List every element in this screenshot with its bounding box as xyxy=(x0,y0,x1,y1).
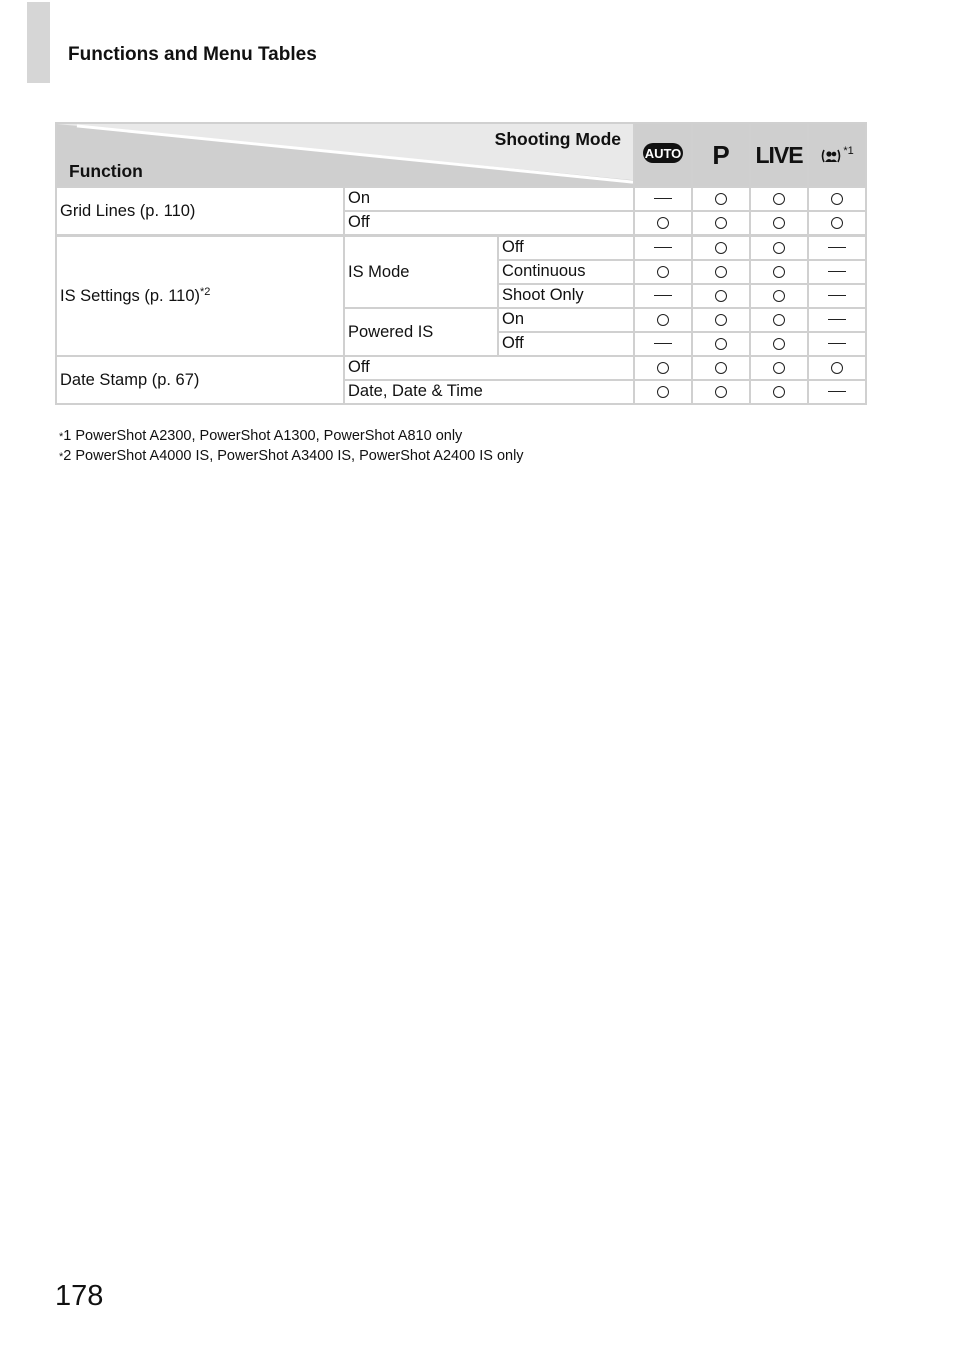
availability-cell xyxy=(634,284,692,308)
table-header-row xyxy=(56,123,866,187)
portrait-mode-icon xyxy=(820,148,842,164)
availability-cell xyxy=(692,380,750,404)
availability-cell xyxy=(692,211,750,236)
availability-cell xyxy=(634,187,692,211)
auto-mode-icon xyxy=(642,142,684,164)
group-date-stamp xyxy=(56,356,344,404)
footnote-mark: * xyxy=(59,431,64,443)
availability-cell xyxy=(808,308,866,332)
availability-cell xyxy=(808,380,866,404)
option-label: Off xyxy=(498,236,634,261)
available-circle-icon xyxy=(715,338,727,350)
available-circle-icon xyxy=(773,242,785,254)
unavailable-dash-icon xyxy=(654,247,672,248)
auto-mode-label: AUTO xyxy=(644,145,682,161)
shooting-mode-heading: Shooting Mode xyxy=(494,129,622,149)
footnote-mark: * xyxy=(59,451,64,463)
unavailable-dash-icon xyxy=(654,198,672,199)
availability-cell xyxy=(808,187,866,211)
available-circle-icon xyxy=(657,266,669,278)
availability-cell xyxy=(692,308,750,332)
availability-cell xyxy=(808,260,866,284)
mode-header-program xyxy=(692,123,750,187)
available-circle-icon xyxy=(715,266,727,278)
available-circle-icon xyxy=(773,217,785,229)
available-circle-icon xyxy=(773,314,785,326)
available-circle-icon xyxy=(715,314,727,326)
availability-cell xyxy=(808,332,866,356)
unavailable-dash-icon xyxy=(828,391,846,392)
unavailable-dash-icon xyxy=(828,343,846,344)
availability-cell xyxy=(692,332,750,356)
availability-cell xyxy=(692,187,750,211)
unavailable-dash-icon xyxy=(828,271,846,272)
mode-header-auto xyxy=(634,123,692,187)
available-circle-icon xyxy=(657,314,669,326)
available-circle-icon xyxy=(773,362,785,374)
availability-cell xyxy=(750,356,808,380)
available-circle-icon xyxy=(715,242,727,254)
availability-cell xyxy=(692,260,750,284)
group-label: IS Settings (p. 110) xyxy=(60,287,201,305)
available-circle-icon xyxy=(773,266,785,278)
program-mode-icon: P xyxy=(712,139,730,170)
option-label: Date, Date & Time xyxy=(344,380,634,404)
unavailable-dash-icon xyxy=(654,343,672,344)
availability-cell xyxy=(692,236,750,261)
availability-cell xyxy=(634,236,692,261)
available-circle-icon xyxy=(831,217,843,229)
group-label: Grid Lines (p. 110) xyxy=(60,201,196,220)
footnote-text: 2 PowerShot A4000 IS, PowerShot A3400 IS, PowerShot A2400 IS only xyxy=(63,448,524,464)
footnote-2 xyxy=(59,447,524,467)
availability-cell xyxy=(634,380,692,404)
available-circle-icon xyxy=(831,193,843,205)
availability-cell xyxy=(808,211,866,236)
availability-cell xyxy=(750,380,808,404)
availability-cell xyxy=(750,260,808,284)
availability-cell xyxy=(634,356,692,380)
available-circle-icon xyxy=(715,193,727,205)
availability-cell xyxy=(750,236,808,261)
portrait-mode-note: *1 xyxy=(843,144,854,157)
availability-cell xyxy=(692,284,750,308)
availability-cell xyxy=(750,284,808,308)
group-label: Date Stamp (p. 67) xyxy=(60,370,200,389)
unavailable-dash-icon xyxy=(654,295,672,296)
header-corner-cell xyxy=(56,123,634,187)
available-circle-icon xyxy=(657,386,669,398)
mode-header-live xyxy=(750,123,808,187)
available-circle-icon xyxy=(831,362,843,374)
option-label: Off xyxy=(344,356,634,380)
group-is-settings xyxy=(56,236,344,357)
availability-cell xyxy=(692,356,750,380)
footnote-text: 1 PowerShot A2300, PowerShot A1300, PowerShot A810 only xyxy=(63,428,463,444)
available-circle-icon xyxy=(657,362,669,374)
available-circle-icon xyxy=(657,217,669,229)
table-row xyxy=(56,187,866,211)
available-circle-icon xyxy=(773,193,785,205)
availability-cell xyxy=(750,332,808,356)
unavailable-dash-icon xyxy=(828,247,846,248)
available-circle-icon xyxy=(715,290,727,302)
availability-cell xyxy=(750,308,808,332)
footnotes xyxy=(59,427,524,467)
option-label: Off xyxy=(344,211,634,236)
section-title: Functions and Menu Tables xyxy=(68,44,317,65)
availability-cell xyxy=(808,236,866,261)
group-note: *2 xyxy=(200,286,211,298)
availability-cell xyxy=(634,308,692,332)
option-label: On xyxy=(498,308,634,332)
option-label: Continuous xyxy=(498,260,634,284)
subgroup-powered-is: Powered IS xyxy=(344,308,498,356)
footnote-1 xyxy=(59,427,524,447)
section-side-tab xyxy=(27,2,50,83)
option-label: Shoot Only xyxy=(498,284,634,308)
mode-header-portrait xyxy=(808,123,866,187)
unavailable-dash-icon xyxy=(828,319,846,320)
functions-table xyxy=(55,122,867,405)
availability-cell xyxy=(634,211,692,236)
option-label: Off xyxy=(498,332,634,356)
available-circle-icon xyxy=(773,290,785,302)
availability-cell xyxy=(634,332,692,356)
live-mode-icon: LIVE xyxy=(755,141,803,168)
available-circle-icon xyxy=(715,386,727,398)
availability-cell xyxy=(750,187,808,211)
table-row xyxy=(56,356,866,380)
availability-cell xyxy=(808,356,866,380)
available-circle-icon xyxy=(715,217,727,229)
unavailable-dash-icon xyxy=(828,295,846,296)
subgroup-is-mode: IS Mode xyxy=(344,236,498,309)
available-circle-icon xyxy=(773,338,785,350)
option-label: On xyxy=(344,187,634,211)
page-number: 178 xyxy=(55,1280,104,1312)
availability-cell xyxy=(750,211,808,236)
group-grid-lines xyxy=(56,187,344,236)
function-heading: Function xyxy=(69,161,143,181)
availability-cell xyxy=(808,284,866,308)
available-circle-icon xyxy=(773,386,785,398)
availability-cell xyxy=(634,260,692,284)
available-circle-icon xyxy=(715,362,727,374)
table-row xyxy=(56,236,866,261)
